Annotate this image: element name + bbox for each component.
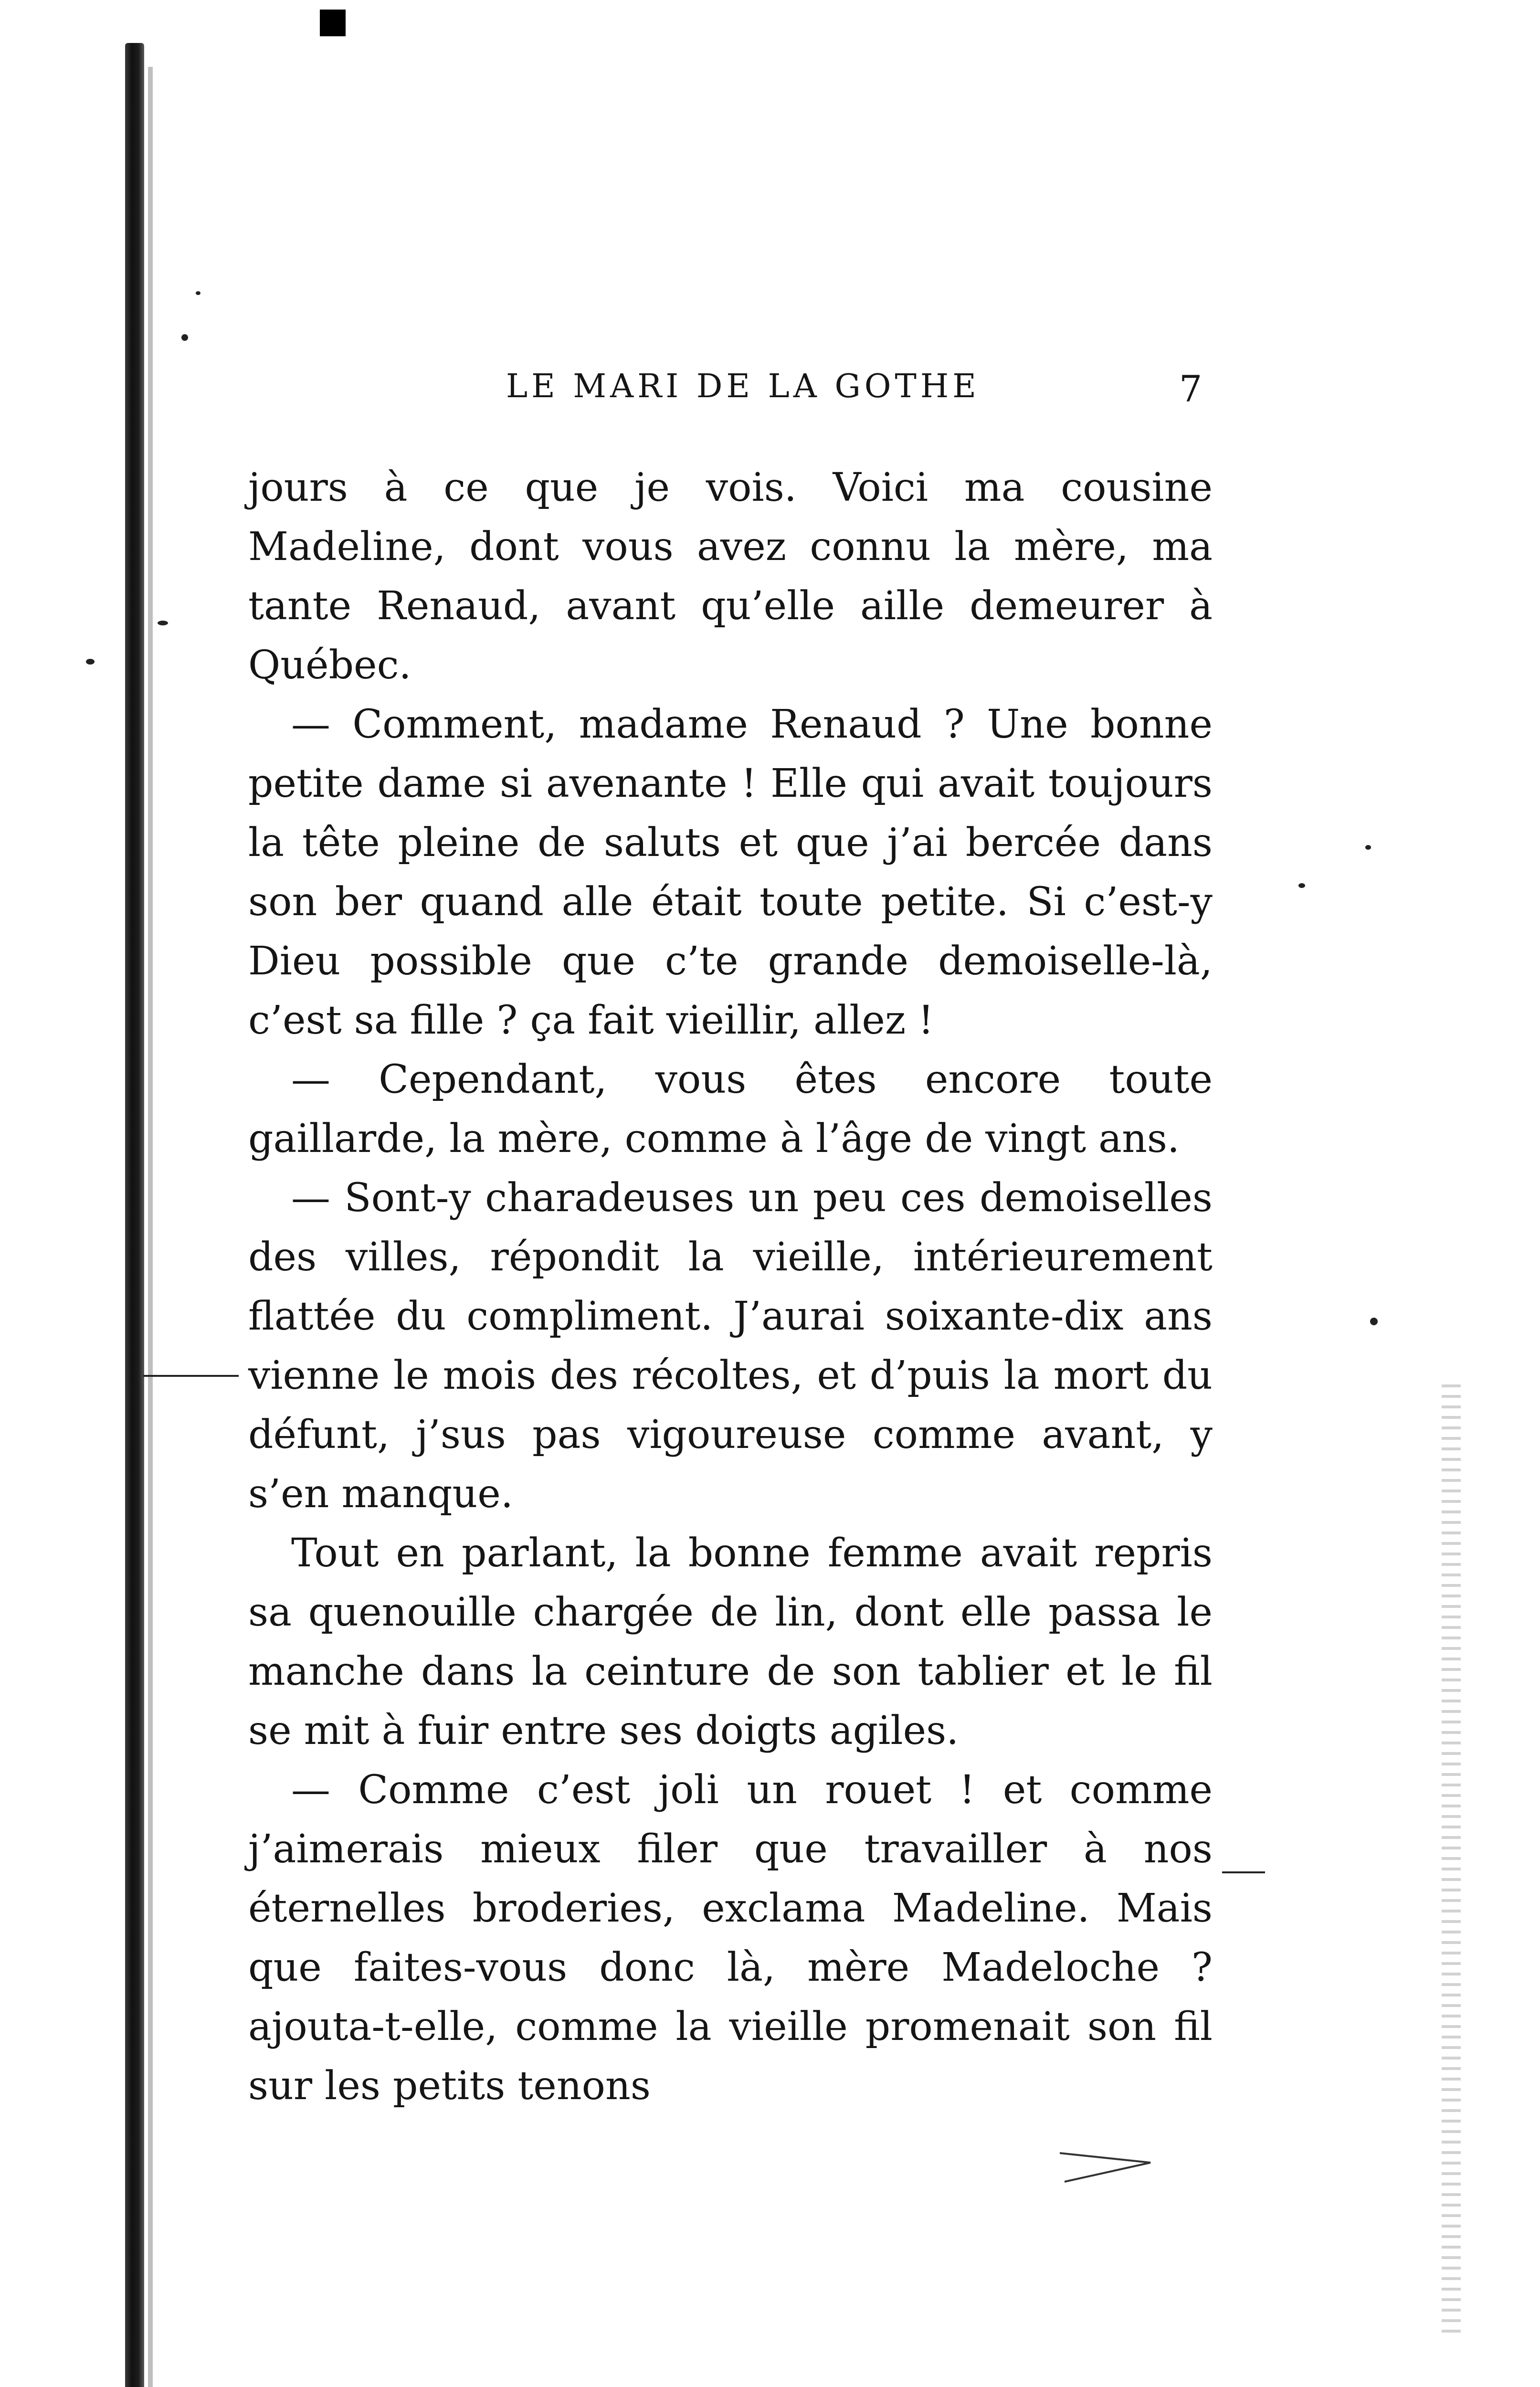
paragraph: — Comment, madame Renaud ? Une bonne petite dame si avenante ! Elle qui avait toujours la tête pleine de saluts et que j’ai bercée dans son ber quand alle était toute petite. Si c’est-y Dieu possible que c’te grande demoiselle-là, c’est sa fille ? ça fait vieillir, allez ! bbox=[248, 702, 1213, 1043]
paragraph: Tout en parlant, la bonne femme avait repris sa quenouille chargée de lin, dont elle passa le manche dans la ceinture de son tablier et le fil se mit à fuir entre ses doigts agiles. bbox=[248, 1531, 1213, 1753]
scan-speck bbox=[158, 621, 168, 625]
paragraph: — Sont-y charadeuses un peu ces demoiselles des villes, répondit la vieille, intérieurement flattée du compliment. J’aurai soixante-dix ans vienne le mois des récoltes, et d’puis la mort du défunt, j’sus pas vigoureuse comme avant, y s’en manque. bbox=[248, 1175, 1213, 1517]
page-text bbox=[248, 458, 1213, 2116]
stray-rule bbox=[143, 1375, 239, 1377]
scan-speck bbox=[1298, 883, 1305, 888]
page-edge-noise bbox=[1442, 1384, 1461, 2339]
scan-speck bbox=[1370, 1318, 1378, 1325]
binding-edge bbox=[148, 67, 153, 2387]
pencil-mark bbox=[1055, 2139, 1160, 2191]
paragraph: — Cependant, vous êtes encore toute gaillarde, la mère, comme à l’âge de vingt ans. bbox=[248, 1057, 1213, 1162]
scan-mark bbox=[320, 10, 346, 36]
stray-rule bbox=[1222, 1871, 1265, 1873]
page-number: 7 bbox=[1179, 368, 1202, 410]
binding-shadow bbox=[125, 43, 144, 2387]
paragraph: jours à ce que je vois. Voici ma cousine Madeline, dont vous avez connu la mère, ma tante Renaud, avant qu’elle aille demeurer à Québec. bbox=[248, 465, 1213, 688]
scan-speck bbox=[86, 659, 95, 665]
paragraph: — Comme c’est joli un rouet ! et comme j’aimerais mieux filer que travailler à nos éternelles broderies, exclama Madeline. Mais que faites-vous donc là, mère Madeloche ? ajouta-t-elle, comme la vieille promenait son fil sur les petits tenons bbox=[248, 1767, 1213, 2109]
scan-speck bbox=[1365, 845, 1371, 850]
scan-speck bbox=[196, 291, 200, 295]
scan-speck bbox=[181, 334, 188, 341]
running-title: LE MARI DE LA GOTHE bbox=[506, 368, 980, 405]
